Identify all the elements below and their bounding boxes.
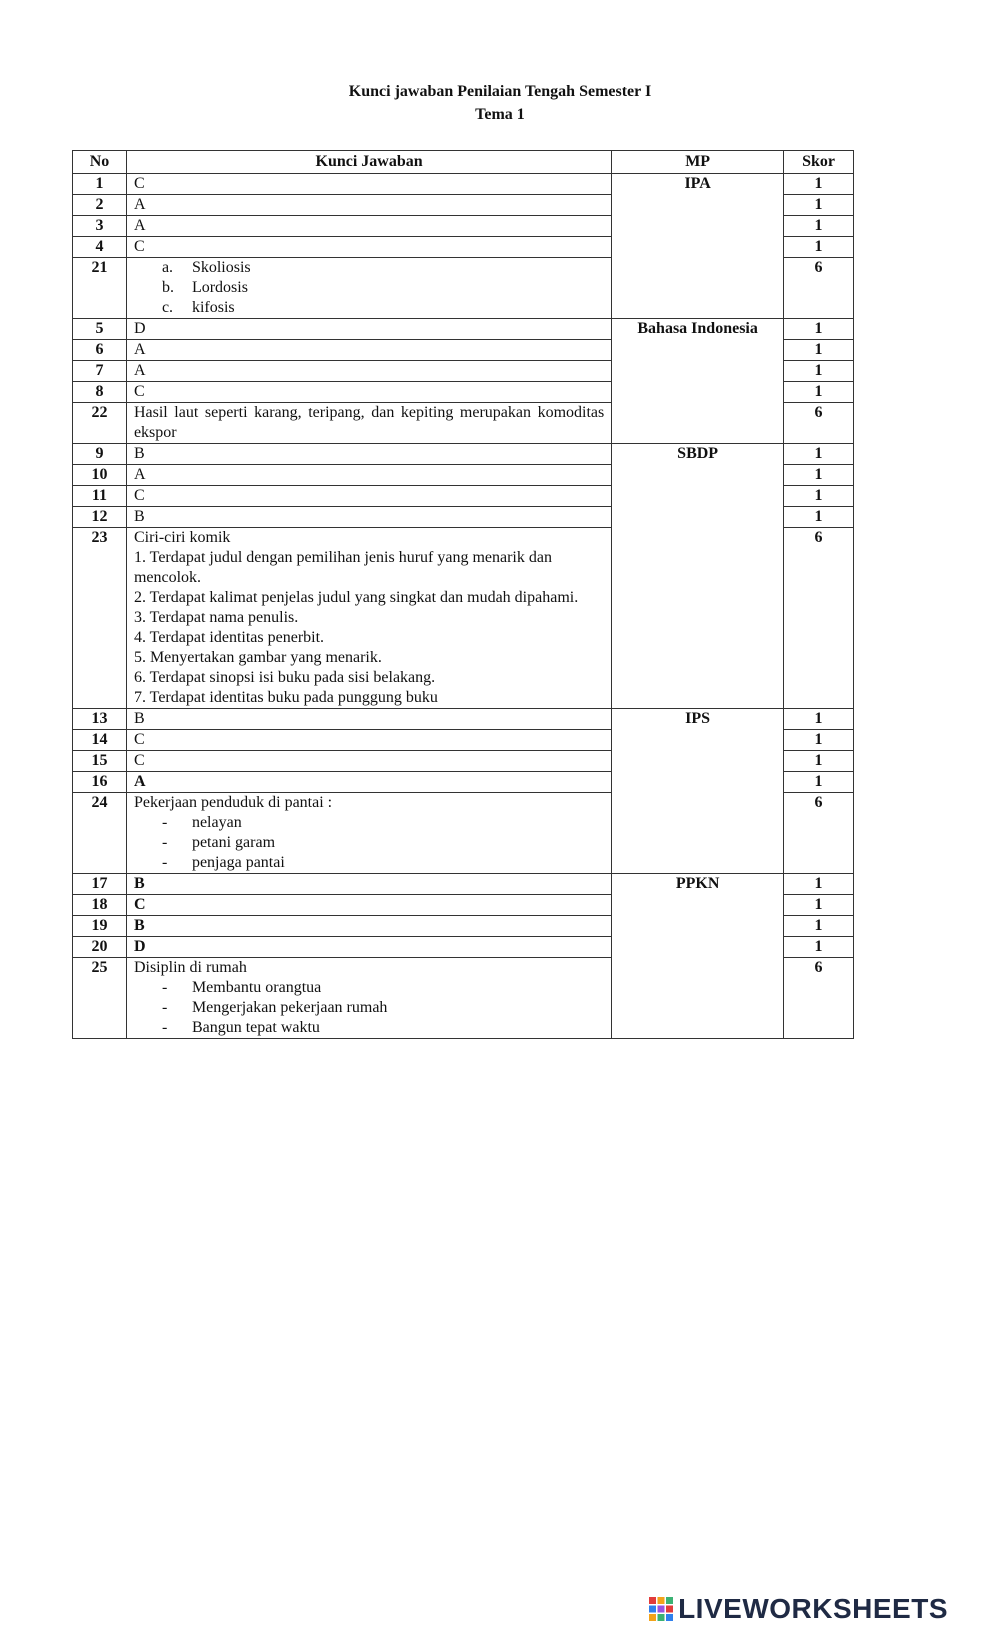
row-answer: D (126, 937, 611, 958)
row-number: 9 (73, 444, 127, 465)
row-score: 1 (784, 195, 854, 216)
list-item: - Bangun tepat waktu (161, 1019, 320, 1036)
answer-heading: Disiplin di rumah (133, 959, 247, 976)
answer-line: 3. Terdapat nama penulis. (133, 609, 299, 626)
document-title (0, 80, 1000, 126)
row-answer (126, 793, 611, 874)
row-number: 23 (73, 528, 127, 709)
row-score: 1 (784, 895, 854, 916)
row-score: 6 (784, 958, 854, 1039)
title-line-2: Tema 1 (475, 106, 525, 123)
row-answer: B (126, 507, 611, 528)
row-number: 3 (73, 216, 127, 237)
row-number: 4 (73, 237, 127, 258)
table-row (73, 874, 854, 895)
row-number: 1 (73, 174, 127, 195)
row-answer: B (126, 916, 611, 937)
row-answer: A (126, 340, 611, 361)
row-number: 22 (73, 403, 127, 444)
row-number: 20 (73, 937, 127, 958)
row-answer (126, 258, 611, 319)
list-item: - penjaga pantai (161, 854, 285, 871)
row-score: 6 (784, 528, 854, 709)
row-answer: D (126, 319, 611, 340)
liveworksheets-logo-icon (648, 1596, 674, 1622)
row-number: 5 (73, 319, 127, 340)
list-item: - Mengerjakan pekerjaan rumah (161, 999, 388, 1016)
subject-cell: Bahasa Indonesia (612, 319, 784, 444)
row-number: 2 (73, 195, 127, 216)
row-number: 11 (73, 486, 127, 507)
row-answer (126, 528, 611, 709)
answer-heading: Ciri-ciri komik (133, 529, 231, 546)
list-item: a. Skoliosis (161, 259, 251, 276)
row-score: 1 (784, 174, 854, 195)
subject-cell: IPS (612, 709, 784, 874)
row-answer: C (126, 730, 611, 751)
row-number: 25 (73, 958, 127, 1039)
table-header-row (73, 151, 854, 174)
row-score: 1 (784, 937, 854, 958)
title-line-1: Kunci jawaban Penilaian Tengah Semester I (348, 83, 652, 100)
row-score: 1 (784, 916, 854, 937)
row-number: 13 (73, 709, 127, 730)
list-item: - Membantu orangtua (161, 979, 322, 996)
table-row (73, 709, 854, 730)
row-score: 1 (784, 382, 854, 403)
answer-key-table (72, 150, 854, 1039)
row-answer: B (126, 709, 611, 730)
row-number: 17 (73, 874, 127, 895)
watermark-text: LIVEWORKSHEETS (678, 1593, 948, 1624)
row-answer: A (126, 195, 611, 216)
table-row (73, 444, 854, 465)
row-score: 1 (784, 237, 854, 258)
row-answer: C (126, 895, 611, 916)
subject-cell: PPKN (612, 874, 784, 1039)
row-answer: A (126, 216, 611, 237)
answer-list (134, 813, 604, 873)
row-answer: C (126, 174, 611, 195)
list-item: b. Lordosis (161, 279, 248, 296)
answer-line: 6. Terdapat sinopsi isi buku pada sisi belakang. (133, 669, 436, 686)
row-number: 15 (73, 751, 127, 772)
row-answer: C (126, 486, 611, 507)
header-no: No (73, 151, 127, 174)
row-score: 1 (784, 507, 854, 528)
answer-line: 1. Terdapat judul dengan pemilihan jenis huruf yang menarik dan mencolok. (133, 549, 552, 586)
row-score: 1 (784, 709, 854, 730)
row-number: 18 (73, 895, 127, 916)
row-score: 1 (784, 730, 854, 751)
row-score: 1 (784, 340, 854, 361)
row-score: 1 (784, 361, 854, 382)
answer-line: 4. Terdapat identitas penerbit. (133, 629, 325, 646)
row-answer: A (126, 361, 611, 382)
answer-heading: Pekerjaan penduduk di pantai : (133, 794, 333, 811)
row-number: 8 (73, 382, 127, 403)
row-answer: A (126, 772, 611, 793)
row-score: 1 (784, 465, 854, 486)
list-item: - petani garam (161, 834, 276, 851)
answer-list (134, 978, 604, 1038)
row-score: 1 (784, 216, 854, 237)
row-answer: B (126, 874, 611, 895)
row-score: 1 (784, 751, 854, 772)
row-answer: B (126, 444, 611, 465)
header-score: Skor (784, 151, 854, 174)
row-number: 19 (73, 916, 127, 937)
row-number: 12 (73, 507, 127, 528)
row-score: 6 (784, 258, 854, 319)
row-score: 6 (784, 793, 854, 874)
answer-list (134, 258, 604, 318)
row-number: 7 (73, 361, 127, 382)
row-score: 1 (784, 772, 854, 793)
row-number: 16 (73, 772, 127, 793)
row-score: 1 (784, 319, 854, 340)
row-number: 10 (73, 465, 127, 486)
row-number: 21 (73, 258, 127, 319)
row-number: 14 (73, 730, 127, 751)
row-score: 1 (784, 444, 854, 465)
row-answer: C (126, 382, 611, 403)
header-answer: Kunci Jawaban (126, 151, 611, 174)
row-number: 6 (73, 340, 127, 361)
row-score: 1 (784, 486, 854, 507)
table-row (73, 319, 854, 340)
row-answer (126, 958, 611, 1039)
header-mp: MP (612, 151, 784, 174)
subject-cell: SBDP (612, 444, 784, 709)
row-answer: Hasil laut seperti karang, teripang, dan kepiting merupakan komoditas ekspor (126, 403, 611, 444)
table-row (73, 174, 854, 195)
answer-line: 5. Menyertakan gambar yang menarik. (133, 649, 382, 666)
row-answer: C (126, 237, 611, 258)
row-answer: C (126, 751, 611, 772)
row-score: 6 (784, 403, 854, 444)
answer-line: 2. Terdapat kalimat penjelas judul yang singkat dan mudah dipahami. (133, 589, 579, 606)
list-item: - nelayan (161, 814, 242, 831)
liveworksheets-watermark (648, 1593, 948, 1625)
answer-line: 7. Terdapat identitas buku pada punggung buku (133, 689, 438, 706)
subject-cell: IPA (612, 174, 784, 319)
row-score: 1 (784, 874, 854, 895)
list-item: c. kifosis (161, 299, 235, 316)
row-answer: A (126, 465, 611, 486)
row-number: 24 (73, 793, 127, 874)
